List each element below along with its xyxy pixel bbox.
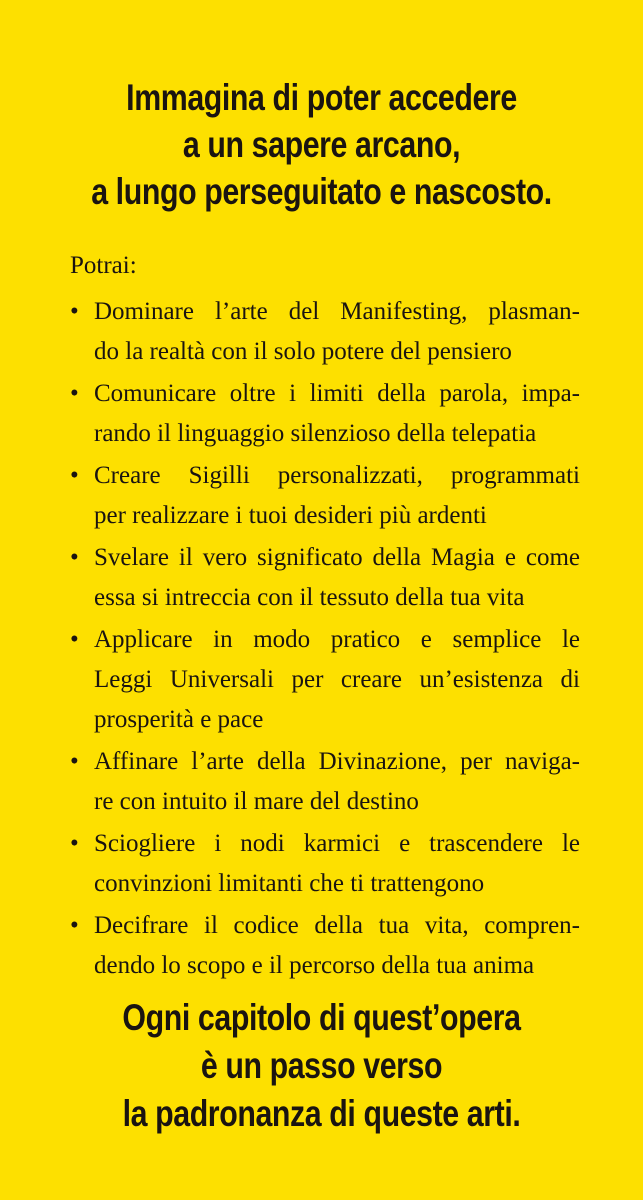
bullet-icon: •: [70, 544, 79, 571]
list-item: [70, 742, 580, 822]
list-item: [70, 538, 580, 618]
list-item-line: essa si intreccia con il tessuto della tua vita: [94, 584, 525, 611]
list-item: [70, 824, 580, 904]
list-item: [70, 906, 580, 986]
bullet-icon: •: [70, 748, 79, 775]
headline-line: a lungo perseguitato e nascosto.: [91, 171, 552, 212]
closing-line: Ogni capitolo di quest’opera: [122, 997, 521, 1038]
list-item-line: Affinare l’arte della Divinazione, per naviga-: [94, 748, 580, 775]
list-item: [70, 374, 580, 454]
bullet-icon: •: [70, 462, 79, 489]
list-item: [70, 620, 580, 740]
bullet-icon: •: [70, 830, 79, 857]
bullet-icon: •: [70, 912, 79, 939]
bullet-icon: •: [70, 298, 79, 325]
list-item-line: Creare Sigilli personalizzati, programmati: [94, 462, 580, 489]
benefits-list: [70, 292, 580, 988]
closing-line: è un passo verso: [200, 1045, 443, 1086]
closing-line: la padronanza di queste arti.: [122, 1093, 521, 1134]
list-item-line: re con intuito il mare del destino: [94, 788, 419, 815]
list-item-line: Comunicare oltre i limiti della parola, impa-: [94, 380, 580, 407]
list-item-line: dendo lo scopo e il percorso della tua anima: [94, 952, 535, 979]
list-item-line: rando il linguaggio silenzioso della telepatia: [94, 420, 537, 447]
list-item-line: convinzioni limitanti che ti trattengono: [94, 870, 485, 897]
list-item-line: per realizzare i tuoi desideri più ardenti: [94, 502, 487, 529]
list-item-line: prosperità e pace: [94, 706, 264, 733]
list-item-line: Sciogliere i nodi karmici e trascendere le: [94, 830, 580, 857]
list-item-line: Svelare il vero significato della Magia e come: [94, 544, 580, 571]
list-item: [70, 292, 580, 372]
intro-label: Potrai:: [70, 252, 137, 279]
headline: [58, 74, 585, 215]
list-item: [70, 456, 580, 536]
closing-statement: [58, 994, 585, 1138]
list-item-line: Decifrare il codice della tua vita, compren-: [94, 912, 580, 939]
list-item-line: Dominare l’arte del Manifesting, plasman-: [94, 298, 580, 325]
bullet-icon: •: [70, 380, 79, 407]
bullet-icon: •: [70, 626, 79, 653]
list-item-line: do la realtà con il solo potere del pensiero: [94, 338, 512, 365]
headline-line: a un sapere arcano,: [182, 124, 461, 165]
headline-line: Immagina di poter accedere: [126, 77, 517, 118]
list-item-line: Leggi Universali per creare un’esistenza di: [94, 666, 580, 693]
list-item-line: Applicare in modo pratico e semplice le: [94, 626, 580, 653]
